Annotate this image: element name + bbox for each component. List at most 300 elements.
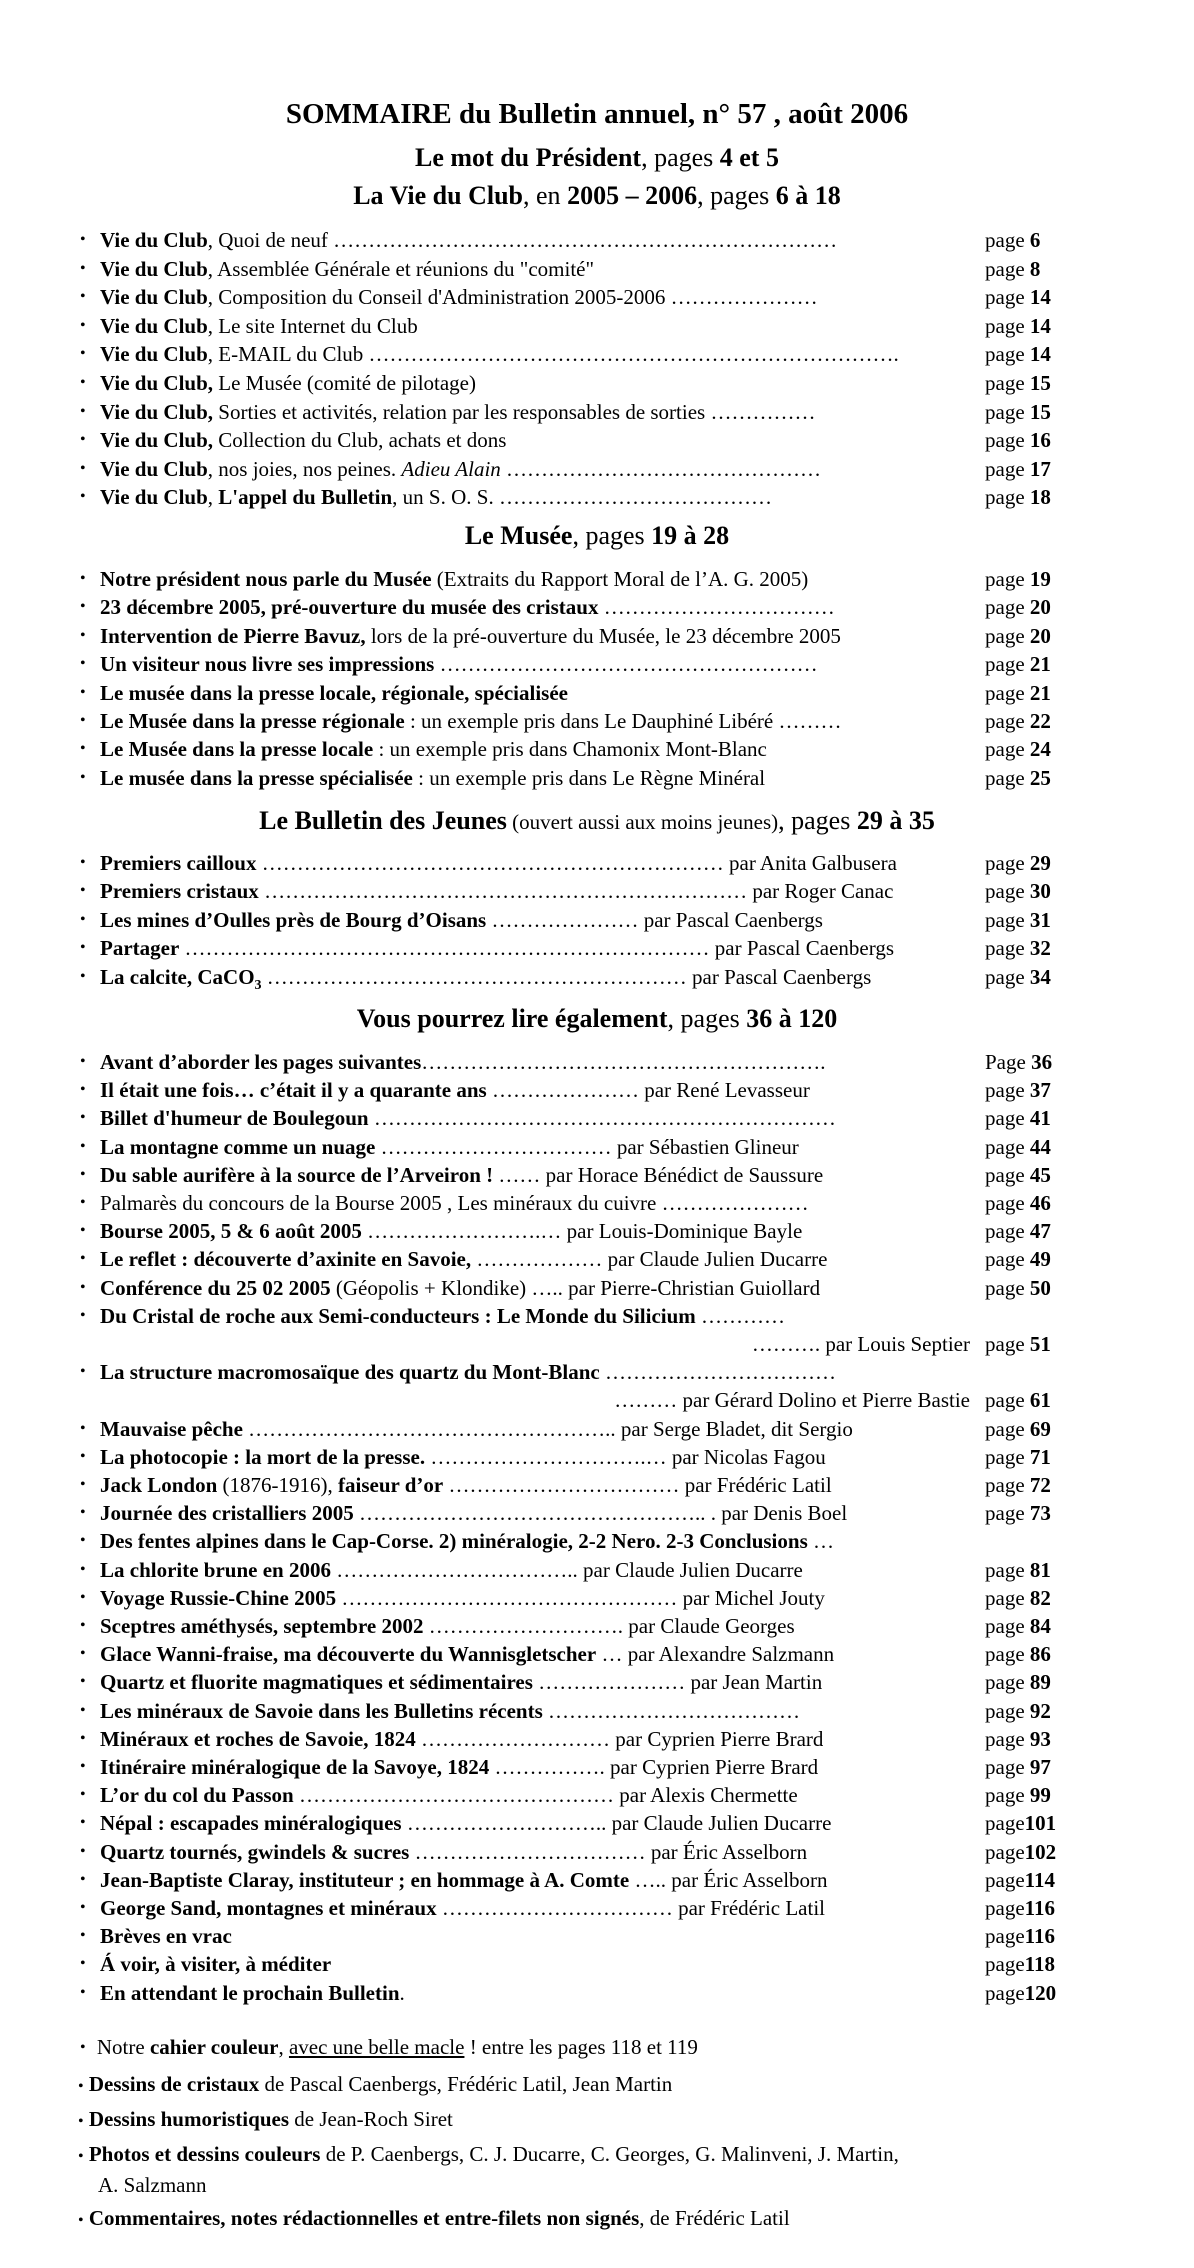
toc-bullet: • — [80, 1053, 86, 1070]
toc-item-title: Premiers cristaux — [100, 879, 259, 904]
credit-line — [78, 2105, 1078, 2136]
toc-item-title: Vie du Club — [100, 285, 208, 310]
toc-page-ref — [985, 735, 1075, 763]
toc-bullet: • — [80, 655, 86, 673]
toc-page-number: 19 — [1029, 567, 1051, 591]
cahier-mid: , — [278, 2035, 289, 2059]
toc-item — [80, 1950, 1080, 1978]
toc-bullet: • — [80, 1250, 86, 1268]
credit-title: Commentaires, notes rédactionnelles et entre-filets non signés — [88, 2206, 640, 2230]
toc-page-label: Page — [985, 1050, 1026, 1074]
toc-page-ref — [985, 877, 1075, 905]
toc-item — [80, 1556, 1080, 1584]
toc-page-ref — [985, 1076, 1075, 1104]
toc-page-label: page — [985, 567, 1025, 591]
toc-page-ref — [985, 1274, 1075, 1302]
toc-bullet: • — [80, 1955, 86, 1973]
toc-item-title: L’or du col du Passon — [100, 1783, 294, 1808]
president-heading-pages: 4 et 5 — [719, 143, 779, 172]
jeunes-heading-bold: Le Bulletin des Jeunes — [259, 806, 507, 835]
toc-page-number: 81 — [1029, 1557, 1051, 1582]
president-heading-bold: Le mot du Président — [415, 143, 642, 172]
toc-page-ref — [985, 1415, 1075, 1443]
toc-item — [80, 226, 1080, 254]
toc-item-detail: …………………………… — [598, 595, 835, 620]
toc-page-label: page — [985, 1896, 1025, 1920]
credit-bullet: • — [78, 2148, 84, 2165]
toc-item-detail: ………………………………………………………… par Anita Galbusera — [256, 851, 897, 875]
toc-page-ref — [985, 1753, 1075, 1781]
toc-page-ref — [985, 1950, 1075, 1978]
toc-item — [80, 622, 1080, 650]
toc-page-label: page — [985, 1811, 1025, 1836]
toc-page-number: 44 — [1029, 1134, 1051, 1159]
toc-item-text — [100, 398, 815, 426]
toc-item-text — [100, 426, 506, 454]
toc-item-detail: ……………… par Claude Julien Ducarre — [471, 1247, 828, 1272]
toc-item-detail: …………………………………………………… par Pascal Caenbergs — [261, 964, 872, 989]
toc-page-number: 49 — [1029, 1247, 1051, 1272]
toc-page-ref — [985, 312, 1075, 340]
jeunes-heading — [0, 806, 1194, 836]
toc-page-number: 99 — [1029, 1783, 1051, 1808]
toc-bullet: • — [80, 1983, 86, 2001]
toc-item-detail: Collection du Club, achats et dons — [213, 428, 507, 453]
toc-page-label: page — [985, 256, 1025, 281]
toc-page-number: 46 — [1029, 1191, 1051, 1215]
toc-item-title: La montagne comme un nuage — [100, 1134, 376, 1159]
toc-item-text — [100, 906, 823, 934]
toc-bullet: • — [80, 1278, 86, 1296]
toc-item-text — [100, 1979, 405, 2007]
toc-item-title: Conférence du 25 02 2005 — [100, 1275, 331, 1300]
toc-page-ref — [985, 426, 1075, 454]
toc-page-number: 45 — [1029, 1162, 1051, 1187]
toc-item-title: Journée des cristalliers 2005 — [100, 1501, 354, 1526]
toc-item — [80, 1922, 1080, 1950]
toc-bullet: • — [80, 431, 86, 449]
toc-page-ref — [985, 1048, 1075, 1076]
toc-item-detail: ………………… par Jean Martin — [532, 1670, 823, 1695]
toc-page-label: page — [985, 1698, 1025, 1723]
toc-page-number: 84 — [1029, 1614, 1051, 1638]
toc-item-text — [100, 565, 808, 593]
toc-page-number: 61 — [1029, 1388, 1051, 1413]
toc-page-number: 89 — [1029, 1670, 1051, 1695]
toc-page-number: 24 — [1029, 737, 1051, 762]
club-heading-pages: 6 à 18 — [775, 181, 841, 210]
toc-page-ref — [985, 1217, 1075, 1245]
toc-page-label: page — [985, 936, 1025, 961]
toc-item-title: Itinéraire minéralogique de la Savoye, 1824 — [100, 1755, 490, 1779]
toc-item-title: Premiers cailloux — [100, 851, 257, 875]
toc-bullet: • — [80, 712, 86, 729]
toc-page-label: page — [985, 485, 1025, 510]
credit-detail: , de Frédéric Latil — [639, 2206, 790, 2230]
toc-item — [80, 906, 1080, 934]
toc-item-text — [100, 593, 835, 621]
toc-item — [80, 650, 1080, 678]
toc-bullet: • — [80, 1306, 86, 1324]
toc-page-label: page — [985, 1952, 1025, 1977]
toc-item-detail: (Géopolis + Klondike) ….. par Pierre-Christian Guiollard — [330, 1275, 821, 1300]
cahier-post: ! entre les pages 118 et 119 — [464, 2035, 698, 2059]
toc-page-number: 116 — [1024, 1924, 1055, 1949]
toc-item-title: Vie du Club — [100, 228, 208, 252]
toc-page-label: page — [985, 1078, 1025, 1103]
toc-page-number: 34 — [1029, 964, 1051, 989]
jeunes-heading-rest: , pages — [778, 806, 857, 835]
toc-bullet: • — [80, 1617, 86, 1634]
toc-page-number: 14 — [1029, 313, 1051, 338]
club-heading-bold: La Vie du Club — [353, 181, 524, 210]
toc-item-title: Le Musée dans la presse régionale — [100, 709, 405, 733]
toc-item-detail: …………………………….. par Claude Julien Ducarre — [331, 1557, 803, 1582]
toc-item-detail: ………………………. par Claude Georges — [423, 1614, 795, 1638]
toc-bullet: • — [80, 967, 86, 985]
toc-item-title-2: L'appel du Bulletin — [218, 485, 393, 510]
toc-bullet: • — [80, 939, 86, 957]
toc-item-text — [100, 1415, 853, 1443]
toc-item-title: Jean-Baptiste Claray, instituteur ; en hommage à A. Comte — [100, 1867, 630, 1892]
toc-item-detail: (1876-1916), — [217, 1473, 339, 1497]
toc-bullet: • — [80, 402, 86, 420]
toc-page-ref — [985, 1386, 1075, 1414]
toc-bullet: • — [80, 1194, 86, 1211]
toc-item-text — [100, 877, 893, 905]
toc-item-title: Vie du Club — [100, 342, 208, 367]
toc-page-label: page — [985, 1726, 1025, 1751]
toc-page-label: page — [985, 1783, 1025, 1808]
toc-item — [80, 398, 1080, 426]
club-heading-years: 2005 – 2006 — [567, 181, 698, 210]
toc-page-label: page — [985, 1924, 1025, 1949]
toc-bullet: • — [80, 1222, 86, 1240]
toc-item-title: George Sand, montagnes et minéraux — [100, 1896, 437, 1920]
toc-item-text — [100, 707, 841, 735]
toc-bullet: • — [80, 1729, 86, 1747]
lire-heading — [0, 1004, 1194, 1034]
toc-item — [80, 1612, 1080, 1640]
toc-page-label: page — [985, 737, 1025, 762]
musee-heading-bold: Le Musée — [464, 521, 573, 550]
toc-item-text — [100, 1838, 807, 1866]
toc-page-ref — [985, 1189, 1075, 1217]
toc-item-text — [100, 1950, 331, 1978]
toc-item-text — [100, 764, 765, 792]
toc-page-number: 18 — [1029, 485, 1051, 510]
toc-item-text — [100, 312, 418, 340]
toc-item-detail: … par Alexandre Salzmann — [596, 1642, 835, 1667]
toc-bullet: • — [80, 1673, 86, 1691]
toc-item-detail: …………………………… par Éric Asselborn — [409, 1839, 808, 1864]
toc-page-label: page — [985, 879, 1025, 904]
toc-item — [80, 1809, 1080, 1837]
toc-item-text — [100, 1527, 834, 1555]
credit-detail: de Pascal Caenbergs, Frédéric Latil, Jean Martin — [259, 2072, 673, 2096]
toc-item — [80, 1584, 1080, 1612]
toc-page-ref — [985, 340, 1075, 368]
lire-heading-rest: , pages — [667, 1004, 747, 1033]
toc-page-label: page — [985, 1191, 1025, 1215]
toc-page-number: 51 — [1029, 1332, 1051, 1356]
toc-item-title: Intervention de Pierre Bavuz, — [100, 623, 366, 648]
toc-bullet: • — [80, 1927, 86, 1945]
toc-item-detail: …… par Horace Bénédict de Saussure — [493, 1162, 824, 1187]
toc-item-title: Quartz et fluorite magmatiques et sédimentaires — [100, 1670, 533, 1695]
toc-item — [80, 1443, 1080, 1471]
toc-page-number: 36 — [1031, 1050, 1053, 1074]
toc-page-number: 82 — [1029, 1585, 1051, 1610]
toc-item-detail: …………………………………………………………… par Roger Canac — [258, 879, 894, 904]
toc-item-text — [100, 1443, 826, 1471]
toc-page-number: 21 — [1029, 652, 1051, 677]
toc-page-label: page — [985, 1670, 1025, 1695]
toc-page-ref — [985, 1161, 1075, 1189]
toc-page-number: 15 — [1029, 399, 1051, 424]
toc-page-label: page — [985, 680, 1025, 705]
toc-item — [80, 1781, 1080, 1809]
toc-item — [80, 1104, 1080, 1132]
toc-item-title: La photocopie : la mort de la presse. — [100, 1444, 426, 1469]
toc-bullet: • — [80, 1081, 86, 1099]
toc-bullet: • — [80, 459, 86, 477]
toc-bullet: • — [80, 1363, 86, 1381]
toc-page-number: 20 — [1029, 623, 1051, 648]
toc-item-detail: ………………………….… par Nicolas Fagou — [425, 1444, 826, 1469]
toc-bullet: • — [80, 570, 86, 587]
toc-page-number: 120 — [1024, 1980, 1057, 2005]
toc-page-ref — [985, 1612, 1075, 1640]
credit-line — [78, 2140, 1078, 2199]
toc-page-label: page — [985, 1755, 1025, 1779]
toc-item-title: Partager — [100, 936, 180, 961]
credit-line — [78, 2070, 1078, 2101]
toc-page-number: 102 — [1024, 1839, 1057, 1864]
toc-item — [80, 369, 1080, 397]
toc-item-title: Vie du Club — [100, 313, 208, 338]
club-heading-mid: , en — [523, 181, 568, 210]
toc-page-number: 14 — [1029, 342, 1051, 367]
toc-page-ref — [985, 369, 1075, 397]
toc-item-title: Népal : escapades minéralogiques — [100, 1811, 402, 1836]
toc-item-text — [100, 1499, 847, 1527]
toc-item-text — [100, 679, 568, 707]
toc-item-title: Vie du Club — [100, 485, 208, 510]
toc-bullet: • — [80, 1476, 86, 1493]
toc-item-text — [100, 1866, 828, 1894]
toc-item — [80, 455, 1080, 483]
toc-page-label: page — [985, 1444, 1025, 1469]
toc-page-ref — [985, 1866, 1075, 1894]
toc-page-number: 92 — [1029, 1698, 1051, 1723]
toc-item-detail: …………………….… par Louis-Dominique Bayle — [361, 1219, 803, 1244]
president-heading — [0, 143, 1194, 173]
toc-item — [80, 1668, 1080, 1696]
credit-line — [78, 2204, 1078, 2235]
toc-page-label: page — [985, 964, 1025, 989]
toc-item-detail: : un exemple pris dans Le Règne Minéral — [412, 765, 766, 790]
toc-bullet: • — [80, 316, 86, 334]
toc-item-title: Á voir, à visiter, à méditer — [100, 1952, 332, 1977]
toc-item — [80, 735, 1080, 763]
toc-bullet: • — [80, 1532, 86, 1550]
toc-item — [80, 1838, 1080, 1866]
toc-item-text — [100, 1161, 823, 1189]
toc-item-text — [100, 1922, 232, 1950]
toc-item — [80, 283, 1080, 311]
club-heading — [0, 181, 1194, 211]
toc-page-ref — [985, 1584, 1075, 1612]
toc-page-label: page — [985, 1416, 1025, 1441]
toc-item-detail: ………………………………………………………… — [368, 1106, 836, 1131]
toc-item-text — [100, 1668, 822, 1696]
toc-page-number: 69 — [1029, 1416, 1051, 1441]
toc-page-ref — [985, 1781, 1075, 1809]
toc-page-ref — [985, 1809, 1075, 1837]
toc-item-text — [100, 1076, 810, 1104]
toc-page-ref — [985, 1894, 1075, 1922]
toc-page-number: 32 — [1029, 936, 1051, 961]
toc-page-ref — [985, 1979, 1075, 2007]
toc-item-text — [100, 1584, 825, 1612]
toc-bullet: • — [80, 740, 86, 758]
toc-item — [80, 679, 1080, 707]
toc-item — [80, 1217, 1080, 1245]
toc-item-text — [100, 1640, 834, 1668]
toc-bullet: • — [80, 1588, 86, 1606]
toc-item-detail: … — [807, 1529, 834, 1554]
toc-page-ref — [985, 963, 1075, 991]
toc-page-ref — [985, 1697, 1075, 1725]
toc-item-title: Le reflet : découverte d’axinite en Savoie, — [100, 1247, 472, 1272]
musee-heading-rest: , pages — [572, 521, 652, 550]
toc-page-ref — [985, 622, 1075, 650]
toc-item-title: Bourse 2005, 5 & 6 août 2005 — [100, 1219, 362, 1244]
toc-item — [80, 934, 1080, 962]
toc-item — [80, 426, 1080, 454]
toc-page-ref — [985, 565, 1075, 593]
toc-page-number: 8 — [1029, 256, 1041, 281]
lire-heading-bold: Vous pourrez lire également — [356, 1004, 668, 1033]
toc-item-text — [100, 1753, 818, 1781]
toc-bullet: • — [80, 1899, 86, 1916]
toc-item-text — [100, 1781, 798, 1809]
toc-item-detail: : un exemple pris dans Chamonix Mont-Blanc — [373, 737, 767, 762]
toc-page-number: 30 — [1029, 879, 1051, 904]
toc-bullet: • — [80, 1870, 86, 1888]
toc-page-number: 47 — [1029, 1219, 1051, 1244]
toc-bullet: • — [80, 626, 86, 644]
toc-bullet: • — [80, 1419, 86, 1437]
toc-item-title: Notre président nous parle du Musée — [100, 567, 432, 591]
toc-page-ref — [985, 1245, 1075, 1273]
toc-item — [80, 849, 1080, 877]
toc-item-title: Les minéraux de Savoie dans les Bulletins récents — [100, 1698, 543, 1723]
toc-item-text — [100, 369, 476, 397]
toc-item-detail: , nos joies, nos peines. — [207, 456, 402, 481]
toc-item — [80, 312, 1080, 340]
toc-page-ref — [985, 1330, 1075, 1358]
toc-page-label: page — [985, 623, 1025, 648]
toc-page-label: page — [985, 1219, 1025, 1244]
jeunes-heading-small: (ouvert aussi aux moins jeunes) — [506, 810, 779, 834]
toc-item-italic: Adieu Alain — [401, 456, 501, 481]
toc-item — [80, 1894, 1080, 1922]
toc-bullet: • — [80, 1137, 86, 1155]
toc-page-number: 72 — [1029, 1473, 1051, 1497]
toc-bullet: • — [80, 768, 86, 786]
toc-item-detail: ….. par Éric Asselborn — [629, 1867, 828, 1892]
toc-item-title: Les mines d’Oulles près de Bourg d’Oisans — [100, 907, 487, 932]
toc-item-title: Le musée dans la presse locale, régionale, spécialisée — [100, 680, 568, 705]
toc-page-ref — [985, 1640, 1075, 1668]
toc-bullet: • — [80, 345, 86, 363]
toc-item-detail: ………………… par René Levasseur — [486, 1078, 810, 1103]
toc-page-label: page — [985, 1473, 1025, 1497]
toc-page-ref — [985, 1668, 1075, 1696]
toc-item-text — [100, 1697, 800, 1725]
credit-bullet: • — [78, 2113, 84, 2130]
toc-item — [80, 1189, 1080, 1217]
toc-item — [80, 1302, 1080, 1330]
jeunes-heading-pages: 29 à 35 — [856, 806, 935, 835]
toc-page-ref — [985, 255, 1075, 283]
toc-item — [80, 963, 1080, 991]
toc-item-detail: ………………………………………………………………… par Pascal Caenbergs — [179, 936, 895, 961]
toc-item-detail: ………………… par Pascal Caenbergs — [486, 907, 823, 932]
toc-item-title: Mauvaise pêche — [100, 1416, 243, 1441]
cahier-pre: Notre — [96, 2035, 150, 2059]
toc-page-number: 15 — [1029, 371, 1051, 395]
toc-item-detail: , Assemblée Générale et réunions du "comité" — [207, 256, 595, 281]
toc-page-number: 101 — [1024, 1811, 1057, 1836]
toc-item-text — [100, 963, 871, 1000]
toc-page-ref — [985, 483, 1075, 511]
toc-page-label: page — [985, 399, 1025, 424]
toc-page-number: 41 — [1029, 1106, 1051, 1131]
toc-continuation-row — [80, 1386, 1080, 1414]
toc-item-title: La chlorite brune en 2006 — [100, 1557, 331, 1582]
toc-page-ref — [985, 226, 1075, 254]
toc-page-ref — [985, 283, 1075, 311]
toc-item-title: Vie du Club, — [100, 399, 214, 424]
toc-page-ref — [985, 1922, 1075, 1950]
toc-bullet: • — [80, 259, 86, 277]
toc-item — [80, 483, 1080, 511]
toc-item-detail: . — [399, 1980, 405, 2005]
toc-page-label: page — [985, 1557, 1025, 1582]
credit-title: Dessins de cristaux — [88, 2072, 260, 2096]
toc-bullet: • — [80, 1109, 86, 1127]
toc-bullet: • — [80, 1814, 86, 1832]
toc-bullet: • — [80, 1447, 86, 1465]
toc-item — [80, 707, 1080, 735]
toc-item-text — [100, 283, 818, 311]
toc-page-ref — [985, 650, 1075, 678]
toc-page-label: page — [985, 371, 1025, 395]
toc-item-text — [100, 1217, 802, 1245]
credit-title: Photos et dessins couleurs — [88, 2142, 321, 2166]
toc-item-detail: ……………………….. par Claude Julien Ducarre — [401, 1811, 832, 1836]
toc-page-number: 14 — [1029, 285, 1051, 310]
toc-page-number: 73 — [1029, 1501, 1051, 1526]
toc-item-text — [100, 1809, 831, 1837]
toc-item — [80, 1697, 1080, 1725]
toc-page-ref — [985, 1725, 1075, 1753]
toc-item — [80, 877, 1080, 905]
toc-page-number: 31 — [1029, 907, 1051, 932]
